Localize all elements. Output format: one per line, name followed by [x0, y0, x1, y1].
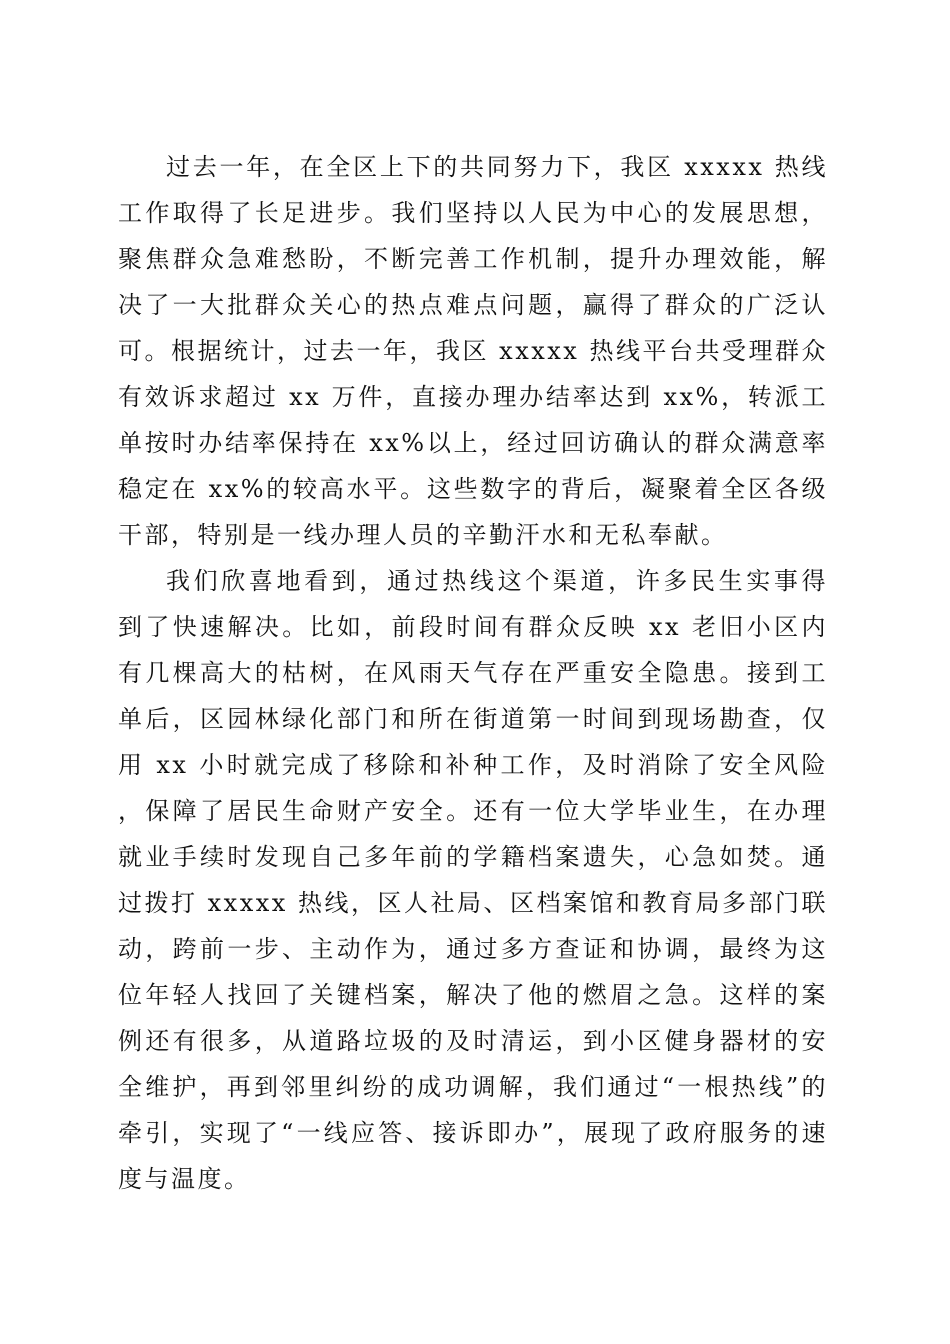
paragraph-hotline-achievements: 过去一年，在全区上下的共同努力下，我区 xxxxx 热线工作取得了长足进步。我们坚持以人民为中心的发展思想，聚焦群众急难愁盼，不断完善工作机制，提升办理效能，解决了一大批群众关心的热点难点问题，赢得了群众的广泛认可。根据统计，过去一年，我区 xxxxx 热线平台共受理群众有效诉求超过 xx 万件，直接办理办结率达到 xx%，转派工单按时办结率保持在 xx%以上，经过回访确认的群众满意率稳定在 xx%的较高水平。这些数字的背后，凝聚着全区各级干部，特别是一线办理人员的辛勤汗水和无私奉献。 [118, 153, 828, 549]
paragraph-case-examples: 我们欣喜地看到，通过热线这个渠道，许多民生实事得到了快速解决。比如，前段时间有群众反映 xx 老旧小区内有几棵高大的枯树，在风雨天气存在严重安全隐患。接到工单后，区园林绿化部门和所在街道第一时间到现场勘查，仅用 xx 小时就完成了移除和补种工作，及时消除了安全风险，保障了居民生命财产安全。还有一位大学毕业生，在办理就业手续时发现自己多年前的学籍档案遗失，心急如焚。通过拨打 xxxxx 热线，区人社局、区档案馆和教育局多部门联动，跨前一步、主动作为，通过多方查证和协调，最终为这位年轻人找回了关键档案，解决了他的燃眉之急。这样的案例还有很多，从道路垃圾的及时清运，到小区健身器材的安全维护，再到邻里纠纷的成功调解，我们通过“一根热线”的牵引，实现了“一线应答、接诉即办”，展现了政府服务的速度与温度。 [118, 567, 828, 1193]
document-body [118, 144, 828, 1202]
